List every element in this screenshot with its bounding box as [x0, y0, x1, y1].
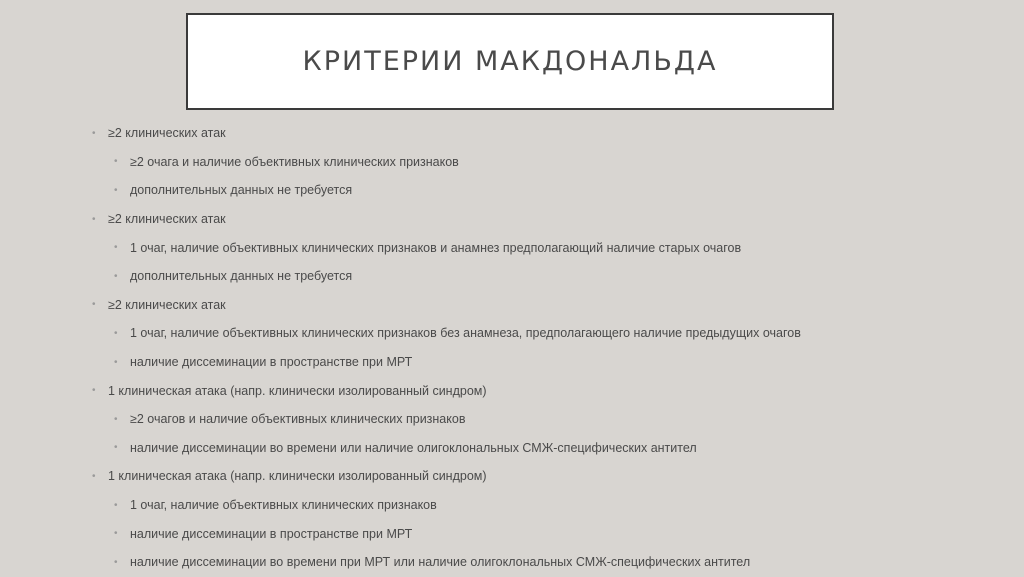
bullet-icon: •: [114, 184, 118, 196]
list-item-text: ≥2 клинических атак: [108, 212, 226, 227]
list-item: [92, 491, 992, 520]
list-item-text: дополнительных данных не требуется: [130, 269, 353, 284]
list-item-text: наличие диссеминации во времени или наличие олигоклональных СМЖ-специфических антител: [130, 440, 697, 455]
list-item: [92, 148, 992, 177]
bullet-icon: •: [114, 556, 118, 568]
list-item-text: ≥2 клинических атак: [108, 297, 226, 312]
list-item-text: 1 очаг, наличие объективных клинических признаков без анамнеза, предполагающего наличие предыдущих очагов: [130, 326, 801, 341]
list-item: [92, 319, 992, 348]
list-item-text: 1 очаг, наличие объективных клинических признаков и анамнез предполагающий наличие старых очагов: [130, 240, 742, 255]
bullet-icon: •: [92, 213, 96, 225]
bullet-list: [92, 119, 992, 577]
list-item: [92, 176, 992, 205]
list-item: [92, 405, 992, 434]
bullet-icon: •: [114, 499, 118, 511]
bullet-icon: •: [114, 242, 118, 254]
bullet-icon: •: [114, 413, 118, 425]
bullet-icon: •: [92, 127, 96, 139]
list-item: [92, 548, 992, 577]
list-item-text: 1 клиническая атака (напр. клинически изолированный синдром): [108, 469, 487, 484]
title-box: [186, 13, 834, 110]
bullet-icon: •: [92, 470, 96, 482]
bullet-icon: •: [92, 299, 96, 311]
list-item: [92, 119, 992, 148]
bullet-icon: •: [114, 356, 118, 368]
bullet-icon: •: [114, 528, 118, 540]
list-item: [92, 291, 992, 320]
list-item: [92, 376, 992, 405]
list-item-text: 1 клиническая атака (напр. клинически изолированный синдром): [108, 383, 487, 398]
bullet-icon: •: [114, 327, 118, 339]
list-item-text: 1 очаг, наличие объективных клинических признаков: [130, 498, 437, 513]
bullet-icon: •: [114, 270, 118, 282]
list-item-text: ≥2 очагов и наличие объективных клинических признаков: [130, 412, 466, 427]
bullet-icon: •: [114, 442, 118, 454]
list-item-text: дополнительных данных не требуется: [130, 183, 353, 198]
list-item: [92, 233, 992, 262]
list-item: [92, 462, 992, 491]
list-item: [92, 262, 992, 291]
list-item: [92, 519, 992, 548]
list-item-text: наличие диссеминации во времени при МРТ или наличие олигоклональных СМЖ-специфических антител: [130, 555, 751, 570]
list-item-text: ≥2 очага и наличие объективных клинических признаков: [130, 154, 459, 169]
bullet-icon: •: [92, 385, 96, 397]
list-item-text: наличие диссеминации в пространстве при МРТ: [130, 526, 413, 541]
list-item: [92, 348, 992, 377]
list-item: [92, 434, 992, 463]
list-item: [92, 205, 992, 234]
bullet-icon: •: [114, 156, 118, 168]
list-item-text: наличие диссеминации в пространстве при МРТ: [130, 355, 413, 370]
list-item-text: ≥2 клинических атак: [108, 126, 226, 141]
slide-title: КРИТЕРИИ МАКДОНАЛЬДА: [302, 46, 718, 77]
